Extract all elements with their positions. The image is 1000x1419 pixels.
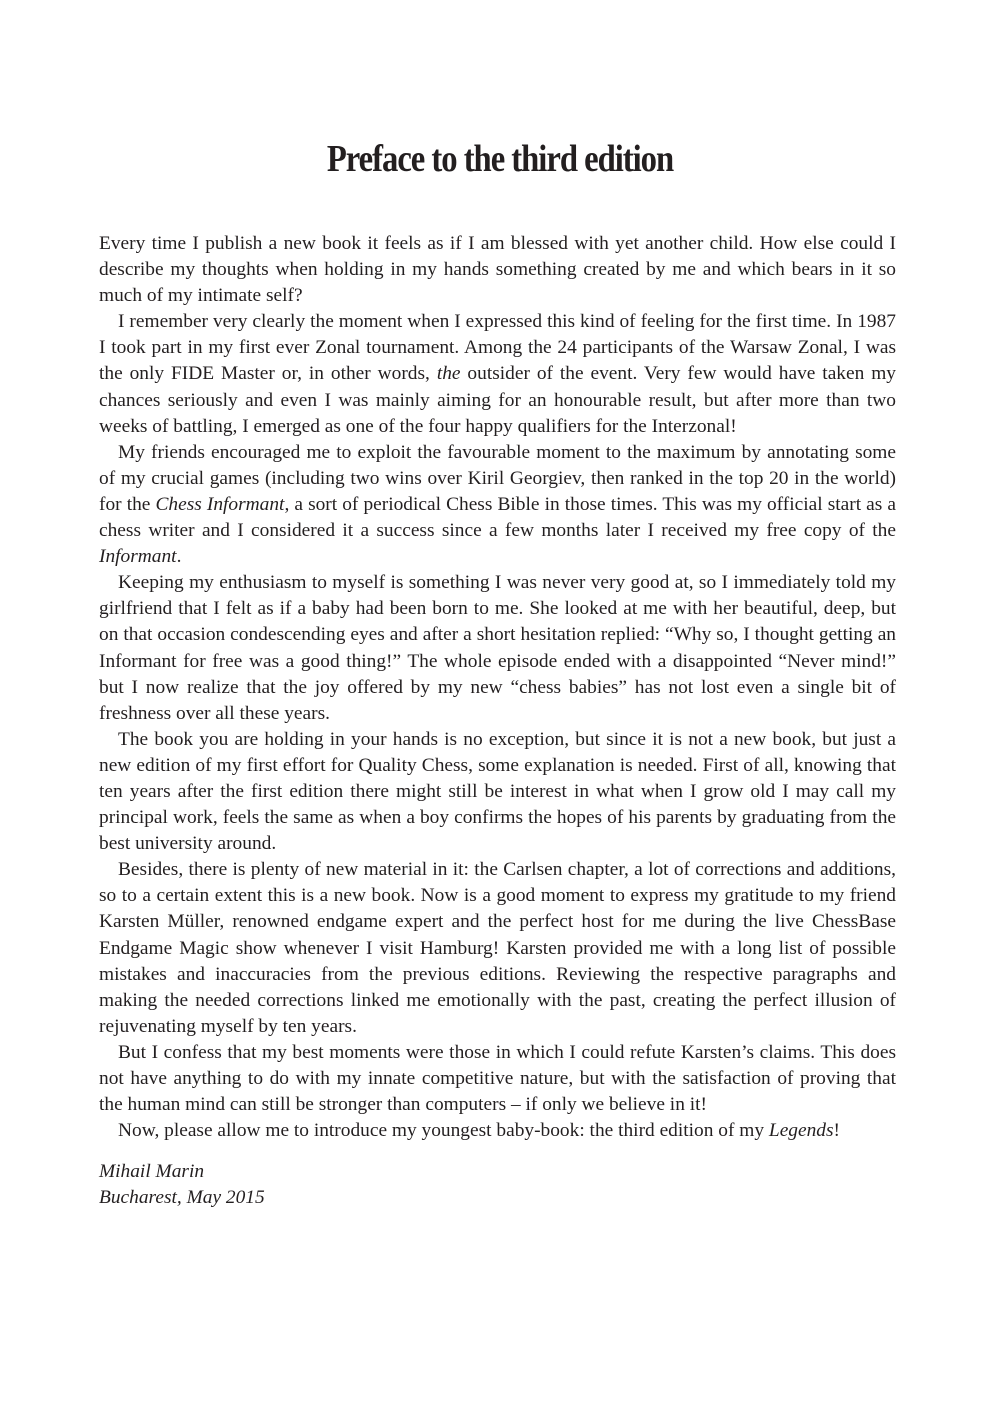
italic-title-text: Legends <box>768 1120 834 1142</box>
italic-title-text: Chess Informant <box>155 493 285 515</box>
paragraph-8 <box>99 1118 896 1144</box>
paragraph-6 <box>99 857 896 1040</box>
place-and-date: Bucharest, May 2015 <box>99 1187 265 1209</box>
paragraph-text: . <box>176 546 182 568</box>
italic-title-text: Informant <box>99 546 177 568</box>
paragraph-7 <box>99 1040 896 1118</box>
author-name: Mihail Marin <box>99 1161 205 1182</box>
paragraph-5 <box>99 727 896 857</box>
paragraph-text: ! <box>833 1120 841 1142</box>
paragraph-text: Keeping my enthusiasm to myself is something I was never very good at, so I immediately told my girlfriend that I felt as if a baby had been born to me. She looked at me with her beautiful, deep, but on that occasion condescending eyes and after a short hesitation replied: “Why so, I thought getting an Informant for free was a good thing!” The whole episode ended with a disappointed “Never mind!” but I now realize that the joy offered by my new “chess babies” has not lost even a single bit of freshness over all these years. <box>99 572 896 724</box>
signature-block <box>99 1159 265 1211</box>
paragraph-text: The book you are holding in your hands is no exception, but since it is not a new book, but just a new edition of my first effort for Quality Chess, some explanation is needed. First of all, knowing that ten years after the first edition there might still be interest in what when I grow old I may call my principal work, feels the same as when a boy confirms the hopes of his parents by graduating from the best university around. <box>99 728 896 855</box>
paragraph-3 <box>99 440 896 570</box>
page-title: Preface to the third edition <box>326 138 674 180</box>
paragraph-text: My friends encouraged me to exploit the favourable moment to the maximum by annotating some of my crucial games (including two wins over Kiril Georgiev, then ranked in the top 20 in the world) for the <box>99 441 896 515</box>
paragraph-2 <box>99 309 896 439</box>
paragraph-text: outsider of the event. Very few would have taken my chances seriously and even I was mainly aiming for an honourable result, but after more than two weeks of battling, I emerged as one of the four happy qualifiers for the Interzonal! <box>99 363 896 437</box>
paragraph-text: , a sort of periodical Chess Bible in those times. This was my official start as a chess writer and I considered it a success since a few months later I received my free copy of the <box>99 493 896 542</box>
paragraph-text: Besides, there is plenty of new material in it: the Carlsen chapter, a lot of corrections and additions, so to a certain extent this is a new book. Now is a good moment to express my gratitude to my friend Karsten Müller, renowned endgame expert and the perfect host for me during the live ChessBase Endgame Magic show whenever I visit Hamburg! Karsten provided me with a long list of possible mistakes and inaccuracies from the previous editions. Reviewing the respective paragraphs and making the needed corrections linked me emotionally with the past, creating the perfect illusion of rejuvenating myself by ten years. <box>99 859 896 1037</box>
paragraph-text: Every time I publish a new book it feels as if I am blessed with yet another child. How else could I describe my thoughts when holding in my hands something created by me and which bears in it so much of my intimate self? <box>99 233 896 307</box>
paragraph-1 <box>99 231 896 309</box>
paragraph-text: I remember very clearly the moment when I expressed this kind of feeling for the first time. In 1987 I took part in my first ever Zonal tournament. Among the 24 participants of the Warsaw Zonal, I was the only FIDE Master or, in other words, <box>99 311 896 385</box>
preface-body <box>99 231 896 1144</box>
paragraph-text: But I confess that my best moments were those in which I could refute Karsten’s claims. This does not have anything to do with my innate competitive nature, but with the satisfaction of proving that the human mind can still be stronger than computers – if only we believe in it! <box>99 1041 896 1116</box>
paragraph-text: Now, please allow me to introduce my youngest baby-book: the third edition of my <box>118 1120 769 1142</box>
paragraph-4 <box>99 570 896 727</box>
italic-title-text: the <box>436 363 461 385</box>
